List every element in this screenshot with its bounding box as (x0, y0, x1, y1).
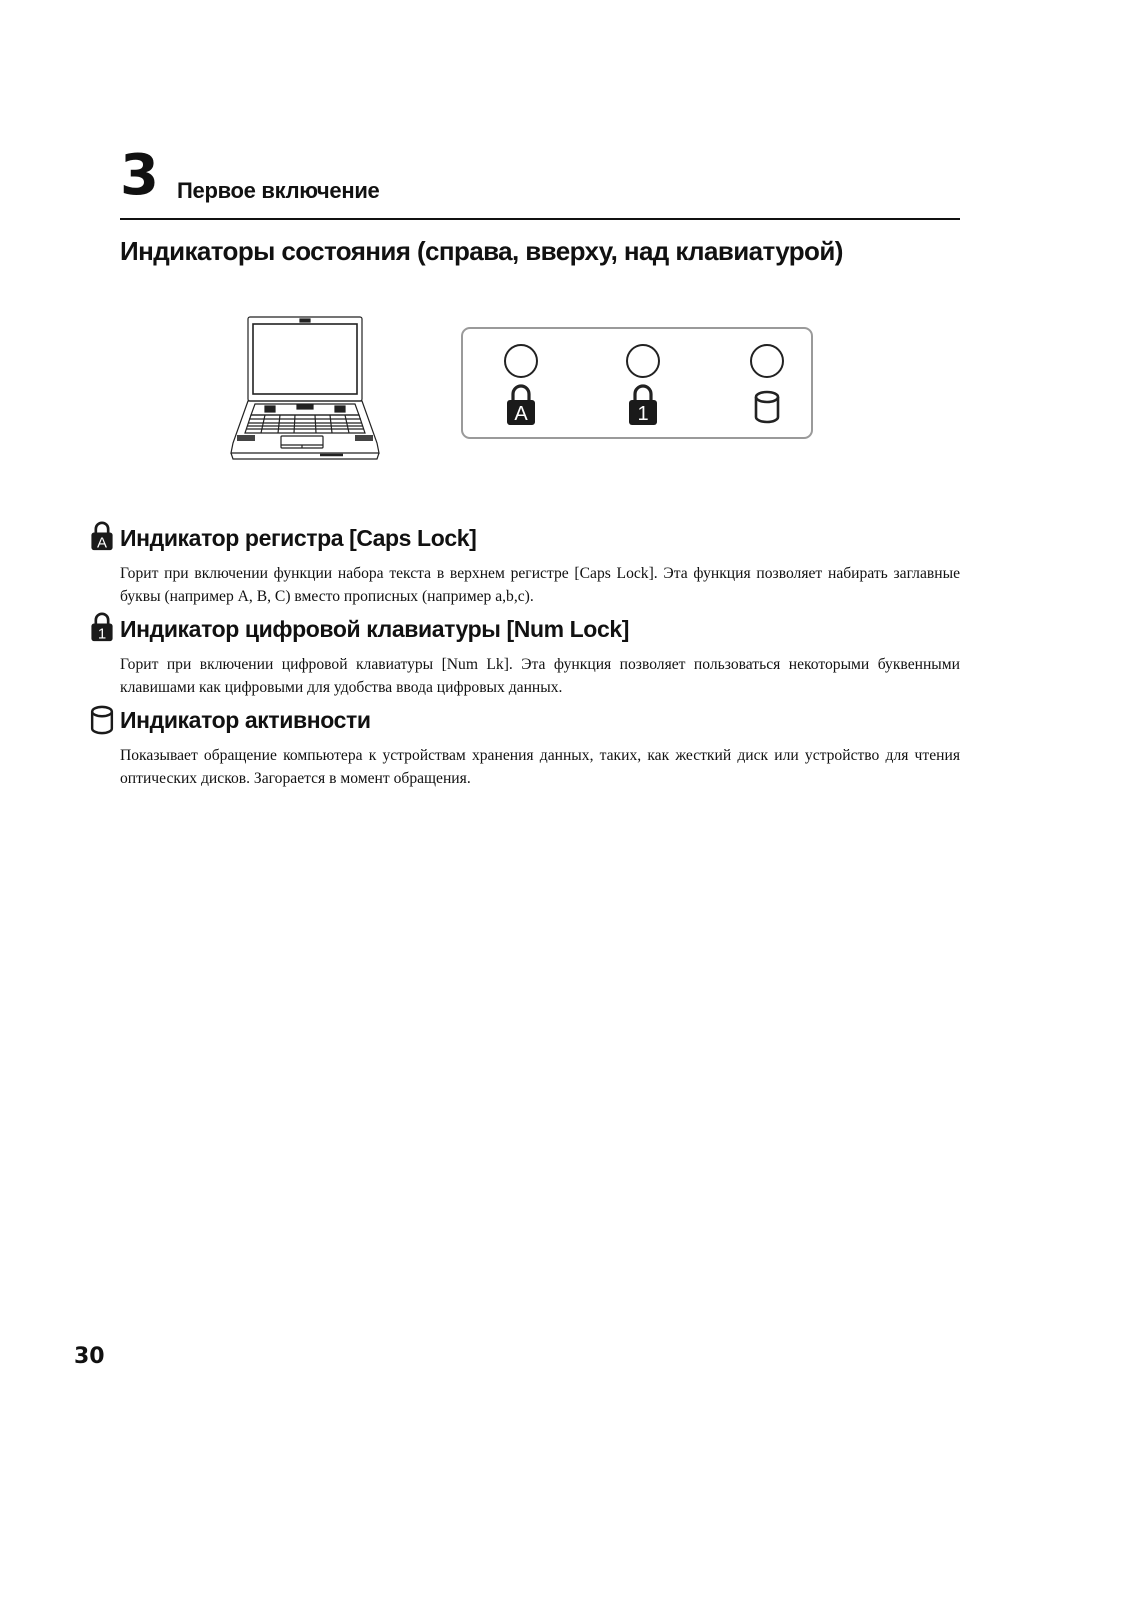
caps-lock-icon-glyph: A (96, 534, 108, 551)
activity-description: Показывает обращение компьютера к устройствам хранения данных, таких, как жесткий диск или устройство для чтения оптических дисков. Загорается в момент обращения. (120, 747, 960, 787)
caps-lock-indicator (501, 343, 541, 427)
caps-lock-led-icon (501, 343, 541, 427)
num-lock-description: Горит при включении цифровой клавиатуры [Num Lk]. Эта функция позволяет пользоваться некоторыми буквенными клавишами как цифровыми для удобства ввода цифровых данных. (120, 656, 960, 696)
activity-indicator (747, 343, 787, 427)
caps-lock-glyph: A (514, 403, 528, 425)
section-title: Индикаторы состояния (справа, вверху, над клавиатурой) (120, 236, 843, 266)
caps-lock-icon (89, 521, 115, 551)
chapter-header (120, 143, 960, 220)
chapter-number: 3 (120, 143, 159, 208)
laptop-illustration (225, 315, 385, 465)
drive-activity-led-icon (747, 343, 787, 427)
drive-activity-icon (89, 705, 115, 735)
num-lock-glyph: 1 (637, 403, 649, 425)
num-lock-icon-glyph: 1 (97, 625, 107, 642)
caps-lock-description: Горит при включении функции набора текста в верхнем регистре [Caps Lock]. Эта функция позволяет набирать заглавные буквы (например A, B, C) вместо прописных (например a,b,c). (120, 565, 960, 605)
num-lock-led-icon (623, 343, 663, 427)
caps-lock-heading: Индикатор регистра [Caps Lock] (120, 525, 477, 551)
chapter-title: Первое включение (177, 178, 380, 203)
num-lock-icon (89, 612, 115, 642)
indicator-panel (461, 327, 813, 439)
page-number: 30 (74, 1344, 105, 1369)
num-lock-heading: Индикатор цифровой клавиатуры [Num Lock] (120, 616, 630, 642)
activity-heading: Индикатор активности (120, 707, 371, 733)
num-lock-indicator (623, 343, 663, 427)
